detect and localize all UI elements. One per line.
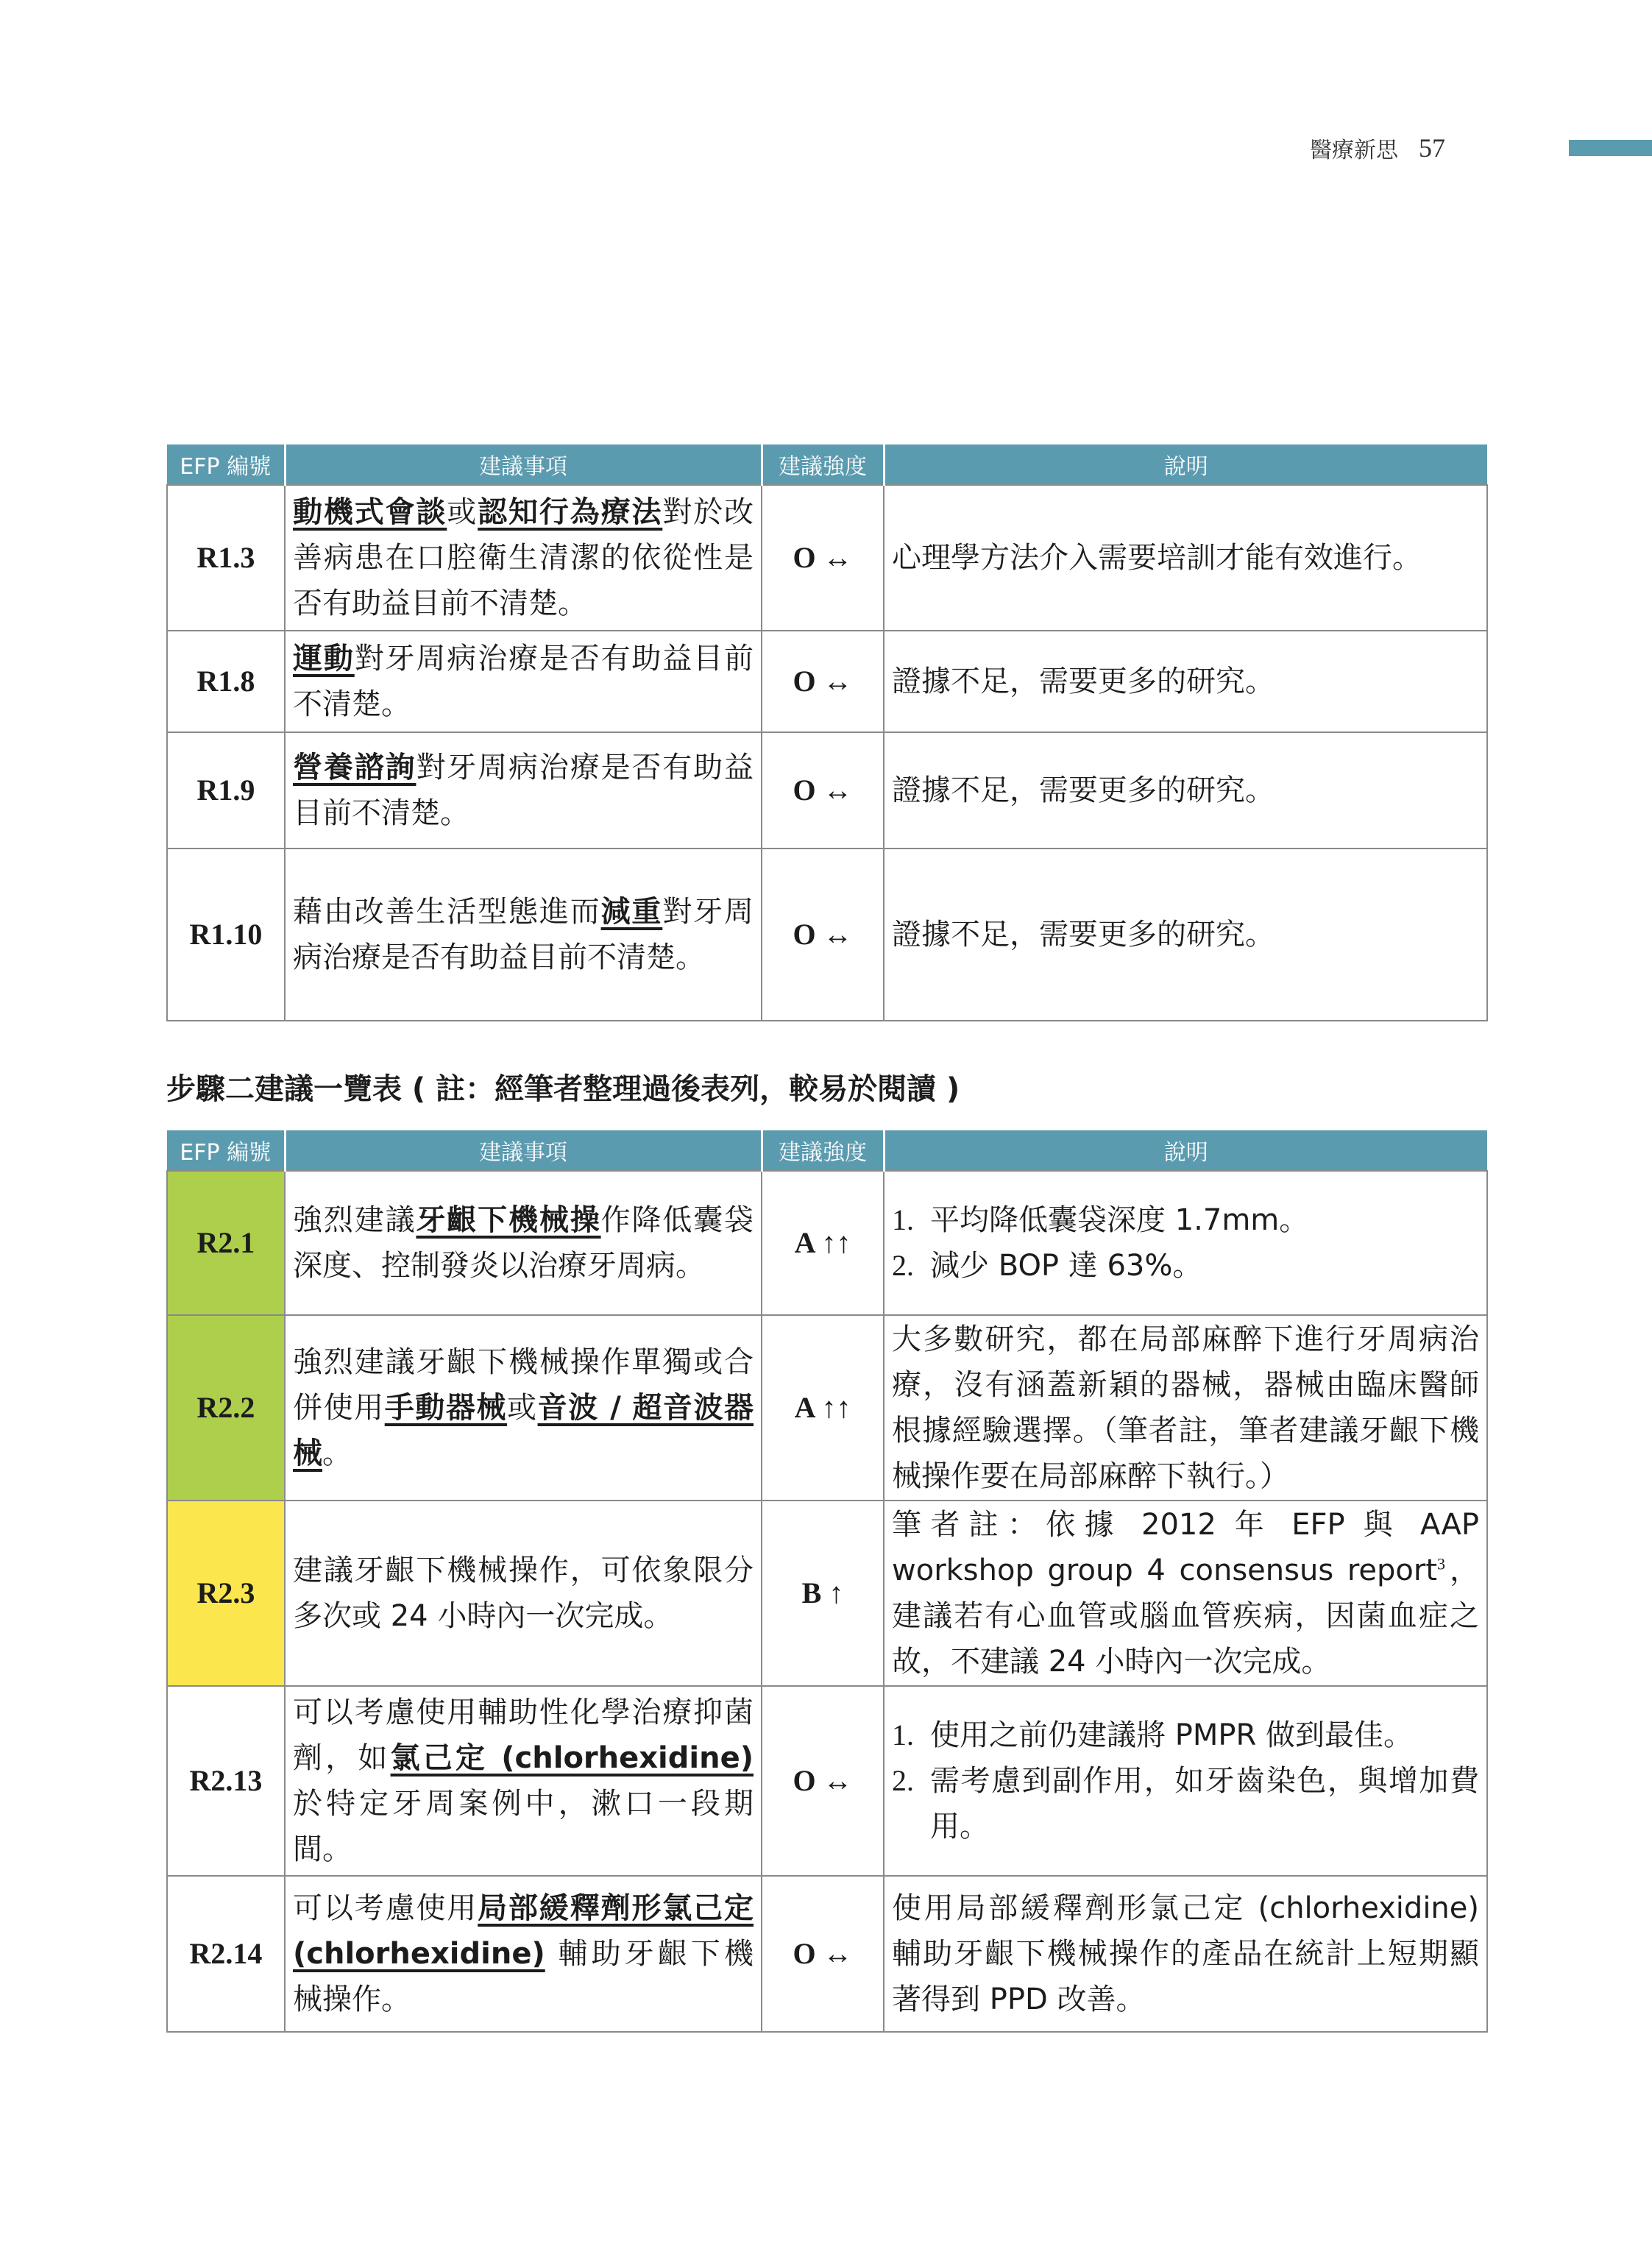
emphasized-term: 氯己定 (chlorhexidine) (390, 1741, 754, 1775)
explanation-cell (884, 1501, 1487, 1686)
text-run: 對於改善病患在口腔衛生清潔的依從性是否有助益目前不清楚。 (293, 495, 754, 620)
efp-id-cell: R1.9 (167, 732, 285, 849)
col-header-recommendation: 建議事項 (285, 1130, 762, 1171)
list-text: 需考慮到副作用，如牙齒染色，與增加費用。 (930, 1764, 1479, 1843)
list-text: 平均降低囊袋深度 1.7mm。 (930, 1203, 1309, 1237)
list-text: 減少 BOP 達 63%。 (930, 1249, 1202, 1283)
explanation-cell: 證據不足，需要更多的研究。 (884, 849, 1487, 1021)
recommendation-cell (285, 1686, 762, 1876)
text-run: 或 (507, 1391, 538, 1425)
explanation-list-item (892, 1758, 1479, 1849)
list-number: 2. (892, 1764, 914, 1797)
text-run: 建議牙齦下機械操作，可依象限分多次或 24 小時內一次完成。 (293, 1554, 754, 1633)
efp-id-cell: R2.14 (167, 1876, 285, 2032)
recommendation-cell (285, 849, 762, 1021)
col-header-efp-id: EFP 編號 (167, 444, 285, 485)
strength-cell: A ↑↑ (762, 1171, 884, 1315)
explanation-list-item (892, 1197, 1479, 1243)
recommendation-cell (285, 485, 762, 631)
explanation-cell: 證據不足，需要更多的研究。 (884, 732, 1487, 849)
explanation-cell: 證據不足，需要更多的研究。 (884, 631, 1487, 732)
col-header-strength: 建議強度 (762, 444, 884, 485)
strength-cell: O ↔ (762, 1876, 884, 2032)
efp-id-cell: R2.2 (167, 1315, 285, 1501)
recommendation-table-step1 (166, 444, 1488, 1021)
text-run: 筆者註：依據 2012 年 EFP 與 AAP workshop group 4 consensus report (892, 1508, 1479, 1587)
efp-id-cell: R1.10 (167, 849, 285, 1021)
explanation-cell (884, 1686, 1487, 1876)
text-run: 強烈建議牙齦下機械操作單獨或合併使用 (293, 1345, 754, 1425)
table-row (167, 849, 1487, 1021)
efp-id-cell: R1.8 (167, 631, 285, 732)
recommendation-cell (285, 1171, 762, 1315)
efp-id-cell: R2.1 (167, 1171, 285, 1315)
page-number: 57 (1419, 133, 1445, 163)
text-run: 可以考慮使用輔助性化學治療抑菌劑，如 (293, 1696, 754, 1775)
col-header-efp-id: EFP 編號 (167, 1130, 285, 1171)
table-row (167, 732, 1487, 849)
recommendation-cell (285, 1315, 762, 1501)
text-run: 對牙周病治療是否有助益目前不清楚。 (293, 751, 754, 830)
table-header-row (167, 1130, 1487, 1171)
list-text: 使用之前仍建議將 PMPR 做到最佳。 (930, 1718, 1413, 1752)
recommendation-cell (285, 1876, 762, 2032)
recommendation-cell (285, 1501, 762, 1686)
list-number: 2. (892, 1249, 914, 1282)
emphasized-term: 局部緩釋劑形氯己定 (chlorhexidine) (293, 1891, 754, 1971)
explanation-cell (884, 1171, 1487, 1315)
emphasized-term: 音波 / 超音波器械 (293, 1391, 754, 1470)
strength-cell: O ↔ (762, 849, 884, 1021)
recommendation-cell (285, 732, 762, 849)
emphasized-term: 減重 (600, 895, 663, 929)
text-run: 對牙周病治療是否有助益目前不清楚。 (293, 895, 754, 974)
col-header-recommendation: 建議事項 (285, 444, 762, 485)
explanation-cell: 心理學方法介入需要培訓才能有效進行。 (884, 485, 1487, 631)
col-header-strength: 建議強度 (762, 1130, 884, 1171)
list-number: 1. (892, 1718, 914, 1751)
reference-superscript: 3 (1437, 1554, 1446, 1573)
text-run: 可以考慮使用 (293, 1891, 478, 1925)
step2-subheading: 步驟二建議一覽表 ( 註：經筆者整理過後表列，較易於閱讀 ) (166, 1072, 960, 1106)
list-number: 1. (892, 1203, 914, 1236)
text-run: 。 (322, 1437, 352, 1470)
table-row (167, 1171, 1487, 1315)
table-row (167, 631, 1487, 732)
strength-cell: B ↑ (762, 1501, 884, 1686)
table-row (167, 485, 1487, 631)
emphasized-term: 運動 (293, 642, 355, 676)
recommendation-cell (285, 631, 762, 732)
strength-cell: O ↔ (762, 1686, 884, 1876)
text-run: 作降低囊袋深度、控制發炎以治療牙周病。 (293, 1203, 754, 1283)
text-run: ，建議若有心血管或腦血管疾病，因菌血症之故，不建議 24 小時內一次完成。 (892, 1554, 1479, 1679)
table-row (167, 1686, 1487, 1876)
text-run: 於特定牙周案例中，漱口一段期間。 (293, 1787, 754, 1866)
emphasized-term: 牙齦下機械操 (416, 1203, 601, 1237)
table-row (167, 1876, 1487, 2032)
strength-cell: O ↔ (762, 485, 884, 631)
col-header-explanation: 說明 (884, 444, 1487, 485)
text-run: 藉由改善生活型態進而 (293, 895, 601, 929)
efp-id-cell: R2.3 (167, 1501, 285, 1686)
text-run: 強烈建議 (293, 1203, 416, 1237)
strength-cell: O ↔ (762, 631, 884, 732)
explanation-cell: 使用局部緩釋劑形氯己定 (chlorhexidine) 輔助牙齦下機械操作的產品在統計上短期顯著得到 PPD 改善。 (884, 1876, 1487, 2032)
explanation-list-item (892, 1243, 1479, 1289)
explanation-list-item (892, 1712, 1479, 1758)
table-row (167, 1315, 1487, 1501)
explanation-list (892, 1712, 1479, 1849)
text-run: 對牙周病治療是否有助益目前不清楚。 (293, 642, 754, 721)
emphasized-term: 手動器械 (384, 1391, 507, 1425)
explanation-list (892, 1197, 1479, 1289)
emphasized-term: 認知行為療法 (478, 495, 663, 529)
recommendation-table-step2 (166, 1130, 1488, 2033)
text-run: 輔助牙齦下機械操作。 (293, 1937, 754, 2016)
table-header-row (167, 444, 1487, 485)
strength-cell: O ↔ (762, 732, 884, 849)
explanation-cell: 大多數研究，都在局部麻醉下進行牙周病治療，沒有涵蓋新穎的器械，器械由臨床醫師根據經驗選擇。（筆者註，筆者建議牙齦下機械操作要在局部麻醉下執行。） (884, 1315, 1487, 1501)
text-run: 或 (447, 495, 478, 529)
strength-cell: A ↑↑ (762, 1315, 884, 1501)
running-header (1310, 131, 1445, 165)
emphasized-term: 動機式會談 (293, 495, 447, 529)
efp-id-cell: R2.13 (167, 1686, 285, 1876)
emphasized-term: 營養諮詢 (293, 751, 416, 784)
table-row (167, 1501, 1487, 1686)
col-header-explanation: 說明 (884, 1130, 1487, 1171)
header-accent-bar (1569, 140, 1652, 156)
efp-id-cell: R1.3 (167, 485, 285, 631)
section-title: 醫療新思 (1310, 138, 1398, 163)
